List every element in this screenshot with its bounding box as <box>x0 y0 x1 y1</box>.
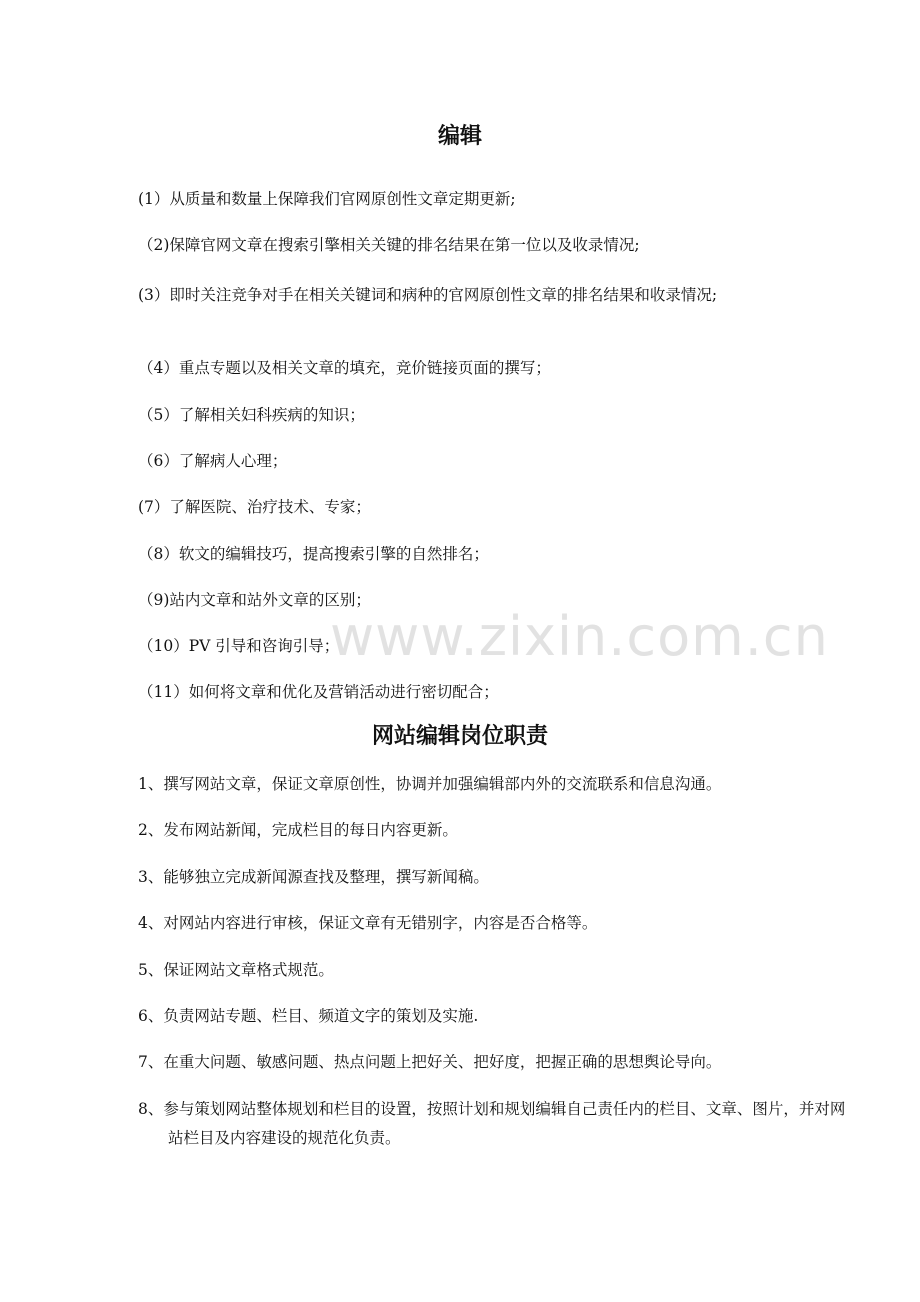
responsibility-item-6: 6、负责网站专题、栏目、频道文字的策划及实施. <box>138 1007 479 1025</box>
duty-item-6: （6）了解病人心理； <box>138 452 288 470</box>
duty-item-7: (7）了解医院、治疗技术、专家； <box>138 498 371 516</box>
responsibility-item-7: 7、在重大问题、敏感问题、热点问题上把好关、把好度，把握正确的思想舆论导向。 <box>138 1053 722 1071</box>
duty-item-8: （8）软文的编辑技巧，提高搜索引擎的自然排名； <box>138 545 489 563</box>
duty-item-9: （9)站内文章和站外文章的区别； <box>138 591 371 609</box>
section-title-editor: 编辑 <box>437 124 482 149</box>
duty-item-4: （4）重点专题以及相关文章的填充，竞价链接页面的撰写； <box>138 359 551 377</box>
watermark: www.zixin.com.cn <box>330 605 829 668</box>
responsibility-item-2: 2、发布网站新闻，完成栏目的每日内容更新。 <box>138 821 458 839</box>
duty-item-2: （2)保障官网文章在搜索引擎相关关键的排名结果在第一位以及收录情况; <box>138 236 640 254</box>
duty-item-3: (3）即时关注竞争对手在相关关键词和病种的官网原创性文章的排名结果和收录情况; <box>138 286 718 304</box>
duty-item-5: （5）了解相关妇科疾病的知识； <box>138 406 365 424</box>
responsibility-item-1: 1、撰写网站文章，保证文章原创性，协调并加强编辑部内外的交流联系和信息沟通。 <box>138 775 722 793</box>
duty-item-1: (1）从质量和数量上保障我们官网原创性文章定期更新; <box>138 190 516 208</box>
duty-item-10: （10）PV 引导和咨询引导； <box>138 637 340 655</box>
section-title-web-editor: 网站编辑岗位职责 <box>371 724 548 749</box>
responsibility-item-5: 5、保证网站文章格式规范。 <box>138 961 334 979</box>
responsibility-item-3: 3、能够独立完成新闻源查找及整理，撰写新闻稿。 <box>138 868 489 886</box>
responsibility-item-8: 8、参与策划网站整体规划和栏目的设置，按照计划和规划编辑自己责任内的栏目、文章、图片，并对网站栏目及内容建设的规范化负责。 <box>138 1100 846 1147</box>
duty-item-11: （11）如何将文章和优化及营销活动进行密切配合； <box>138 683 499 701</box>
responsibility-item-4: 4、对网站内容进行审核，保证文章有无错别字，内容是否合格等。 <box>138 914 598 932</box>
